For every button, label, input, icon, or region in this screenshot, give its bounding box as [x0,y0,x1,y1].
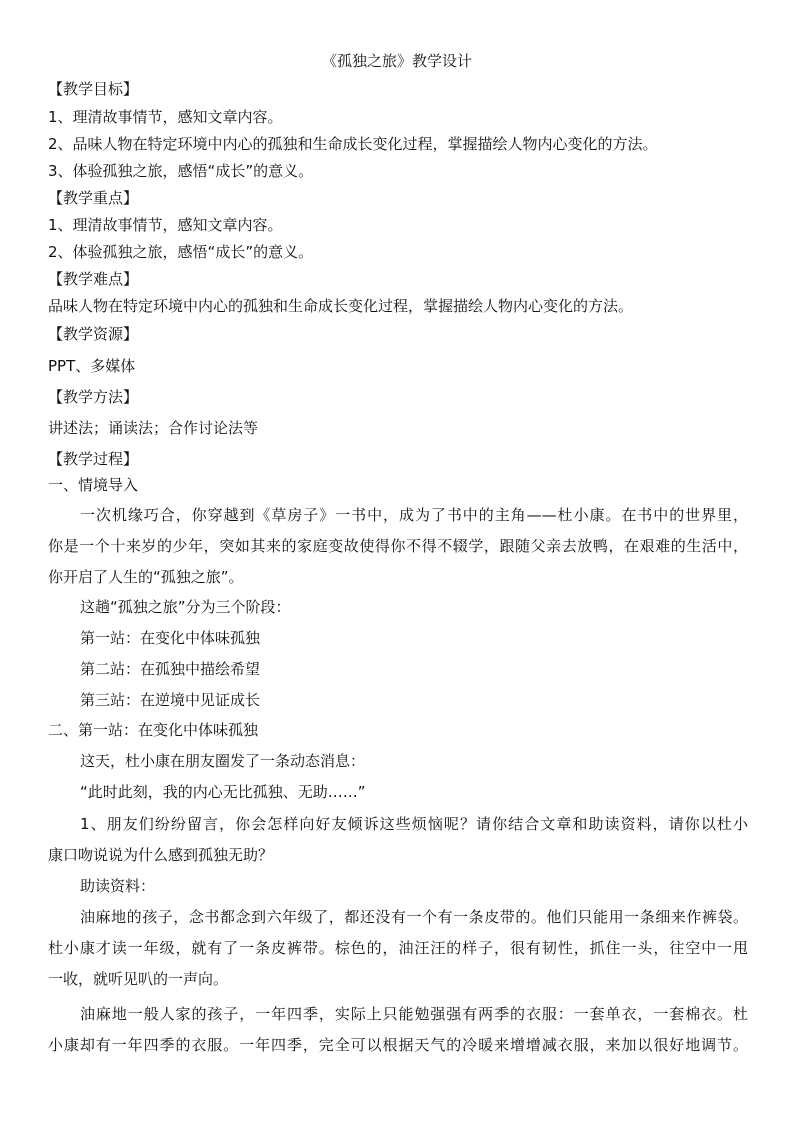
section-heading-key-points: 【教学重点】 [48,189,139,207]
paragraph-line: 你是一个十来岁的少年，突如其来的家庭变故使得你不得不辍学，跟随父亲去放鸭，在艰难的生活中， [48,537,748,555]
section-heading-resources: 【教学资源】 [48,325,139,343]
paragraph-line: 你开启了人生的“孤独之旅”。 [48,568,244,586]
reading-label: 助读资料： [80,877,156,895]
objective-item: 3、体验孤独之旅，感悟“成长”的意义。 [48,162,314,180]
paragraph-line: 这趟“孤独之旅”分为三个阶段： [80,598,291,616]
reading-line: 油麻地的孩子，念书都念到六年级了，都还没有一个有一条皮带的。他们只能用一条细来作裤袋。 [80,908,748,926]
section-heading-process: 【教学过程】 [48,450,139,468]
objective-item: 1、理清故事情节，感知文章内容。 [48,108,283,126]
reading-line: 一收，就听见叭的一声向。 [48,970,229,988]
page-title: 《孤独之旅》教学设计 [321,52,472,70]
stage-item: 第一站：在变化中体味孤独 [80,629,261,647]
paragraph-line: 一次机缘巧合，你穿越到《草房子》一书中，成为了书中的主角——杜小康。在书中的世界里， [80,506,748,524]
difficulties-text: 品味人物在特定环境中内心的孤独和生命成长变化过程，掌握描绘人物内心变化的方法。 [48,297,634,315]
section-heading-objectives: 【教学目标】 [48,80,139,98]
question-line: 康口吻说说为什么感到孤独无助？ [48,846,274,864]
methods-text: 讲述法；诵读法；合作讨论法等 [48,419,259,437]
reading-line: 油麻地一般人家的孩子，一年四季，实际上只能勉强强有两季的衣服：一套单衣，一套棉衣。杜 [80,1005,748,1023]
quote-line: “此时此刻，我的内心无比孤独、无助……” [80,783,366,801]
section-heading-methods: 【教学方法】 [48,388,139,406]
key-point-item: 2、体验孤独之旅，感悟“成长”的意义。 [48,243,314,261]
resources-text: PPT、多媒体 [48,357,136,375]
stage-item: 第二站：在孤独中描绘希望 [80,660,261,678]
objective-item: 2、品味人物在特定环境中内心的孤独和生命成长变化过程，掌握描绘人物内心变化的方法。 [48,135,658,153]
key-point-item: 1、理清故事情节，感知文章内容。 [48,216,283,234]
reading-line: 小康却有一年四季的衣服。一年四季，完全可以根据天气的冷暖来增增减衣服，来加以很好地调节。 [48,1036,748,1054]
process-section-heading: 一、情境导入 [48,476,139,494]
section-heading-difficulties: 【教学难点】 [48,270,139,288]
process-section-heading: 二、第一站：在变化中体味孤独 [48,721,259,739]
paragraph-line: 这天，杜小康在朋友圈发了一条动态消息： [80,752,366,770]
question-line: 1、朋友们纷纷留言，你会怎样向好友倾诉这些烦恼呢？请你结合文章和助读资料，请你以杜小 [80,815,748,833]
stage-item: 第三站：在逆境中见证成长 [80,691,261,709]
reading-line: 杜小康才读一年级，就有了一条皮裤带。棕色的，油汪汪的样子，很有韧性，抓住一头，往空中一甩 [48,939,748,957]
